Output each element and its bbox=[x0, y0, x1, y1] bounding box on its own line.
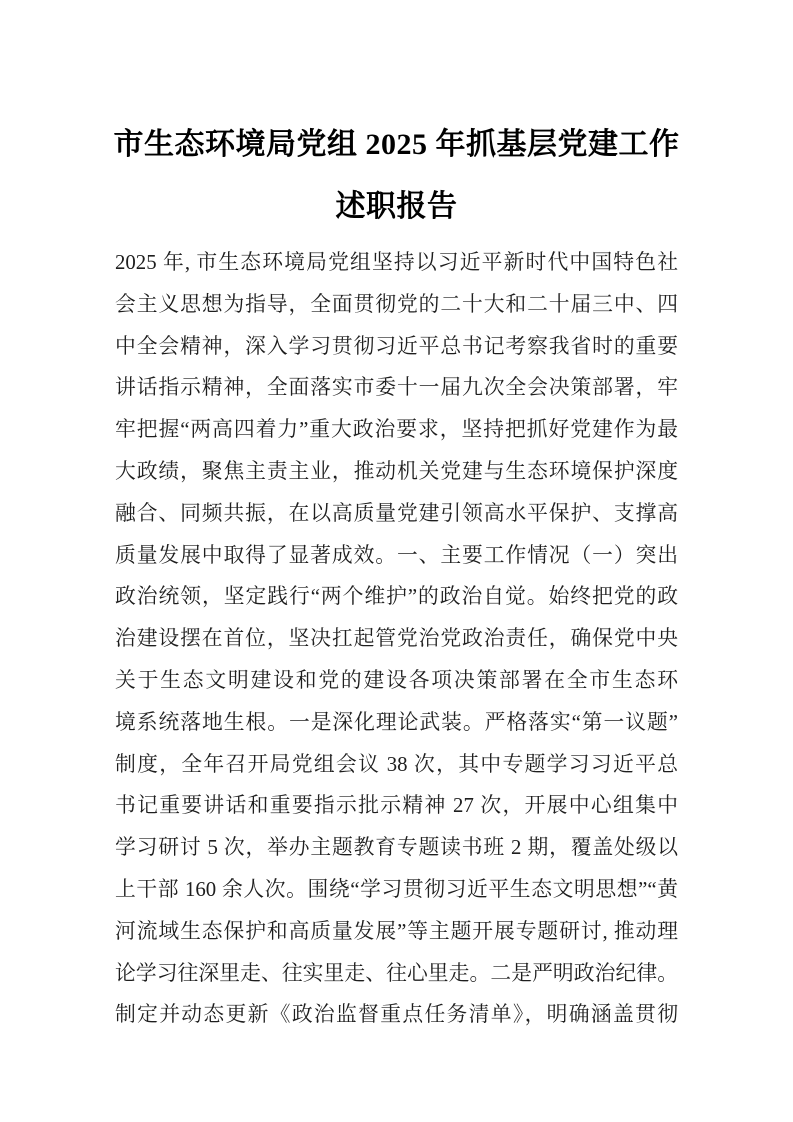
body-line-12: 境系统落地生根。一是深化理论武装。严格落实“第一议题” bbox=[115, 710, 678, 734]
document-title-line-2: 述职报告 bbox=[335, 190, 458, 223]
document-body bbox=[115, 242, 678, 1036]
document-title-line-1: 市生态环境局党组 2025 年抓基层党建工作 bbox=[113, 128, 680, 161]
body-line-8: 质量发展中取得了显著成效。一、主要工作情况（一）突出 bbox=[115, 543, 678, 567]
body-line-1: 2025 年, 市生态环境局党组坚持以习近平新时代中国特色社 bbox=[115, 251, 678, 274]
body-line-3: 中全会精神，深入学习贯彻习近平总书记考察我省时的重要 bbox=[115, 334, 678, 358]
body-line-4: 讲话指示精神，全面落实市委十一届九次全会决策部署，牢 bbox=[115, 376, 678, 400]
body-line-18: 论学习往深里走、往实里走、往心里走。二是严明政治纪律。 bbox=[115, 961, 678, 985]
body-line-15: 学习研讨 5 次，举办主题教育专题读书班 2 期，覆盖处级以 bbox=[115, 836, 678, 860]
body-line-7: 融合、同频共振，在以高质量党建引领高水平保护、支撑高 bbox=[115, 501, 678, 525]
body-line-16: 上干部 160 余人次。围绕“学习贯彻习近平生态文明思想”“黄 bbox=[115, 877, 678, 901]
body-line-17: 河流域生态保护和高质量发展”等主题开展专题研讨, 推动理 bbox=[115, 919, 678, 943]
body-line-2: 会主义思想为指导，全面贯彻党的二十大和二十届三中、四 bbox=[115, 292, 678, 316]
body-line-10: 治建设摆在首位，坚决扛起管党治党政治责任，确保党中央 bbox=[115, 627, 678, 651]
body-line-13: 制度，全年召开局党组会议 38 次，其中专题学习习近平总 bbox=[115, 752, 678, 776]
body-line-6: 大政绩，聚焦主责主业，推动机关党建与生态环境保护深度 bbox=[115, 459, 678, 483]
body-line-9: 政治统领，坚定践行“两个维护”的政治自觉。始终把党的政 bbox=[115, 585, 678, 609]
body-line-5: 牢把握“两高四着力”重大政治要求，坚持把抓好党建作为最 bbox=[115, 418, 678, 442]
document-title bbox=[58, 0, 735, 238]
body-line-19: 制定并动态更新《政治监督重点任务清单》，明确涵盖贯彻 bbox=[115, 1003, 678, 1027]
body-line-14: 书记重要讲话和重要指示批示精神 27 次，开展中心组集中 bbox=[115, 794, 678, 818]
body-line-11: 关于生态文明建设和党的建设各项决策部署在全市生态环 bbox=[115, 668, 678, 692]
